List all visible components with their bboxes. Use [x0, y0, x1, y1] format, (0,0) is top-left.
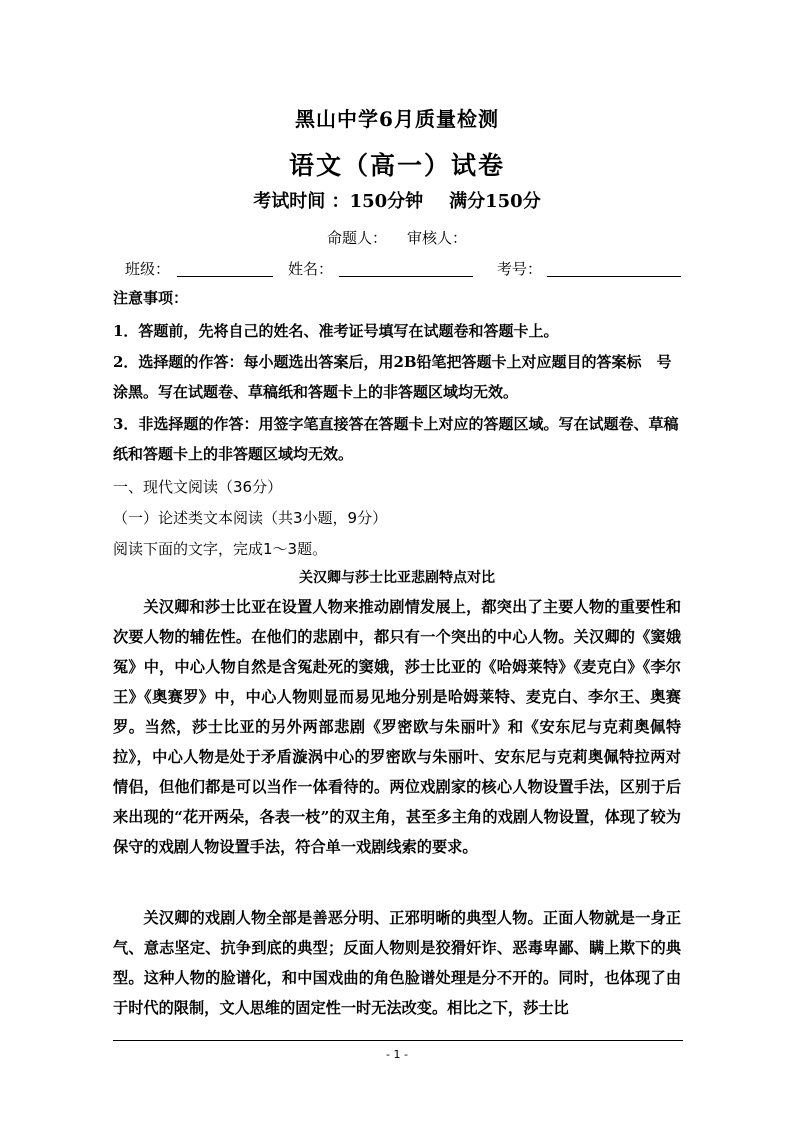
exam-meta — [0, 187, 794, 213]
article-paragraph: 关汉卿的戏剧人物全部是善恶分明、正邪明晰的典型人物。正面人物就是一身正气、意志坚定、抗争到底的典型；反面人物则是狡猾奸诈、恶毒卑鄙、瞒上欺下的典型。这种人物的脸谱化，和中国戏曲的角色脸谱处理是分不开的。同时，也体现了由于时代的限制，文人思维的固定性一时无法改变。相比之下，莎士比 — [113, 909, 681, 1017]
article-paragraph: 关汉卿和莎士比亚在设置人物来推动剧情发展上，都突出了主要人物的重要性和次要人物的辅佐性。在他们的悲剧中，都只有一个突出的中心人物。关汉卿的《窦娥冤》中，中心人物自然是含冤赴死的窦娥，莎士比亚的《哈姆莱特》《麦克白》《李尔王》《奥赛罗》中，中心人物则显而易见地分别是哈姆莱特、麦克白、李尔王、奥赛罗。当然，莎士比亚的另外两部悲剧《罗密欧与朱丽叶》和《安东尼与克莉奥佩特拉》，中心人物是处于矛盾漩涡中心的罗密欧与朱丽叶、安东尼与克莉奥佩特拉两对情侣，但他们都是可以当作一体看待的。两位戏剧家的核心人物设置手法，区别于后来出现的“花开两朵，各表一枝”的双主角，甚至多主角的戏剧人物设置，体现了较为保守的戏剧人物设置手法，符合单一戏剧线索的要求。 — [113, 598, 681, 856]
note-item: 1．答题前，先将自己的姓名、准考证号填写在试题卷和答题卡上。 — [113, 322, 559, 340]
note-item: 3．非选择题的作答：用签字笔直接答在答题卡上对应的答题区域。写在试题卷、草稿纸和答题卡上的非答题区域均无效。 — [113, 415, 679, 463]
name-blank[interactable] — [339, 276, 473, 277]
exam-time: 考试时间 ：150分钟 — [253, 191, 424, 212]
authors-line — [0, 227, 794, 248]
student-info-line — [125, 258, 685, 280]
full-score: 满分150分 — [449, 191, 541, 212]
reading-instruction: 阅读下面的文字，完成1～3题。 — [113, 540, 328, 558]
name-label: 姓名： — [288, 260, 334, 278]
exam-title: 黑山中学6月质量检测 — [295, 107, 499, 131]
id-blank[interactable] — [547, 276, 681, 277]
note-item: 2．选择题的作答：每小题选出答案后，用2B铅笔把答题卡上对应题目的答案标 号涂黑。写在试题卷、草稿纸和答题卡上的非答题区域均无效。 — [113, 353, 672, 401]
id-label: 考号： — [497, 260, 543, 278]
class-blank[interactable] — [177, 276, 273, 277]
exam-subtitle: 语文（高一）试卷 — [288, 151, 505, 180]
class-label: 班级： — [125, 260, 171, 278]
page-number: - 1 - — [386, 1048, 408, 1061]
setter-label: 命题人： — [326, 229, 387, 247]
article-title: 关汉卿与莎士比亚悲剧特点对比 — [299, 570, 495, 586]
notes-heading: 注意事项： — [113, 289, 189, 307]
sub-section-title: （一）论述类文本阅读（共3小题，9分） — [113, 509, 388, 527]
footer-divider — [113, 1040, 683, 1041]
reviewer-label: 审核人： — [407, 229, 468, 247]
part-title: 一、现代文阅读（36分） — [113, 478, 283, 496]
